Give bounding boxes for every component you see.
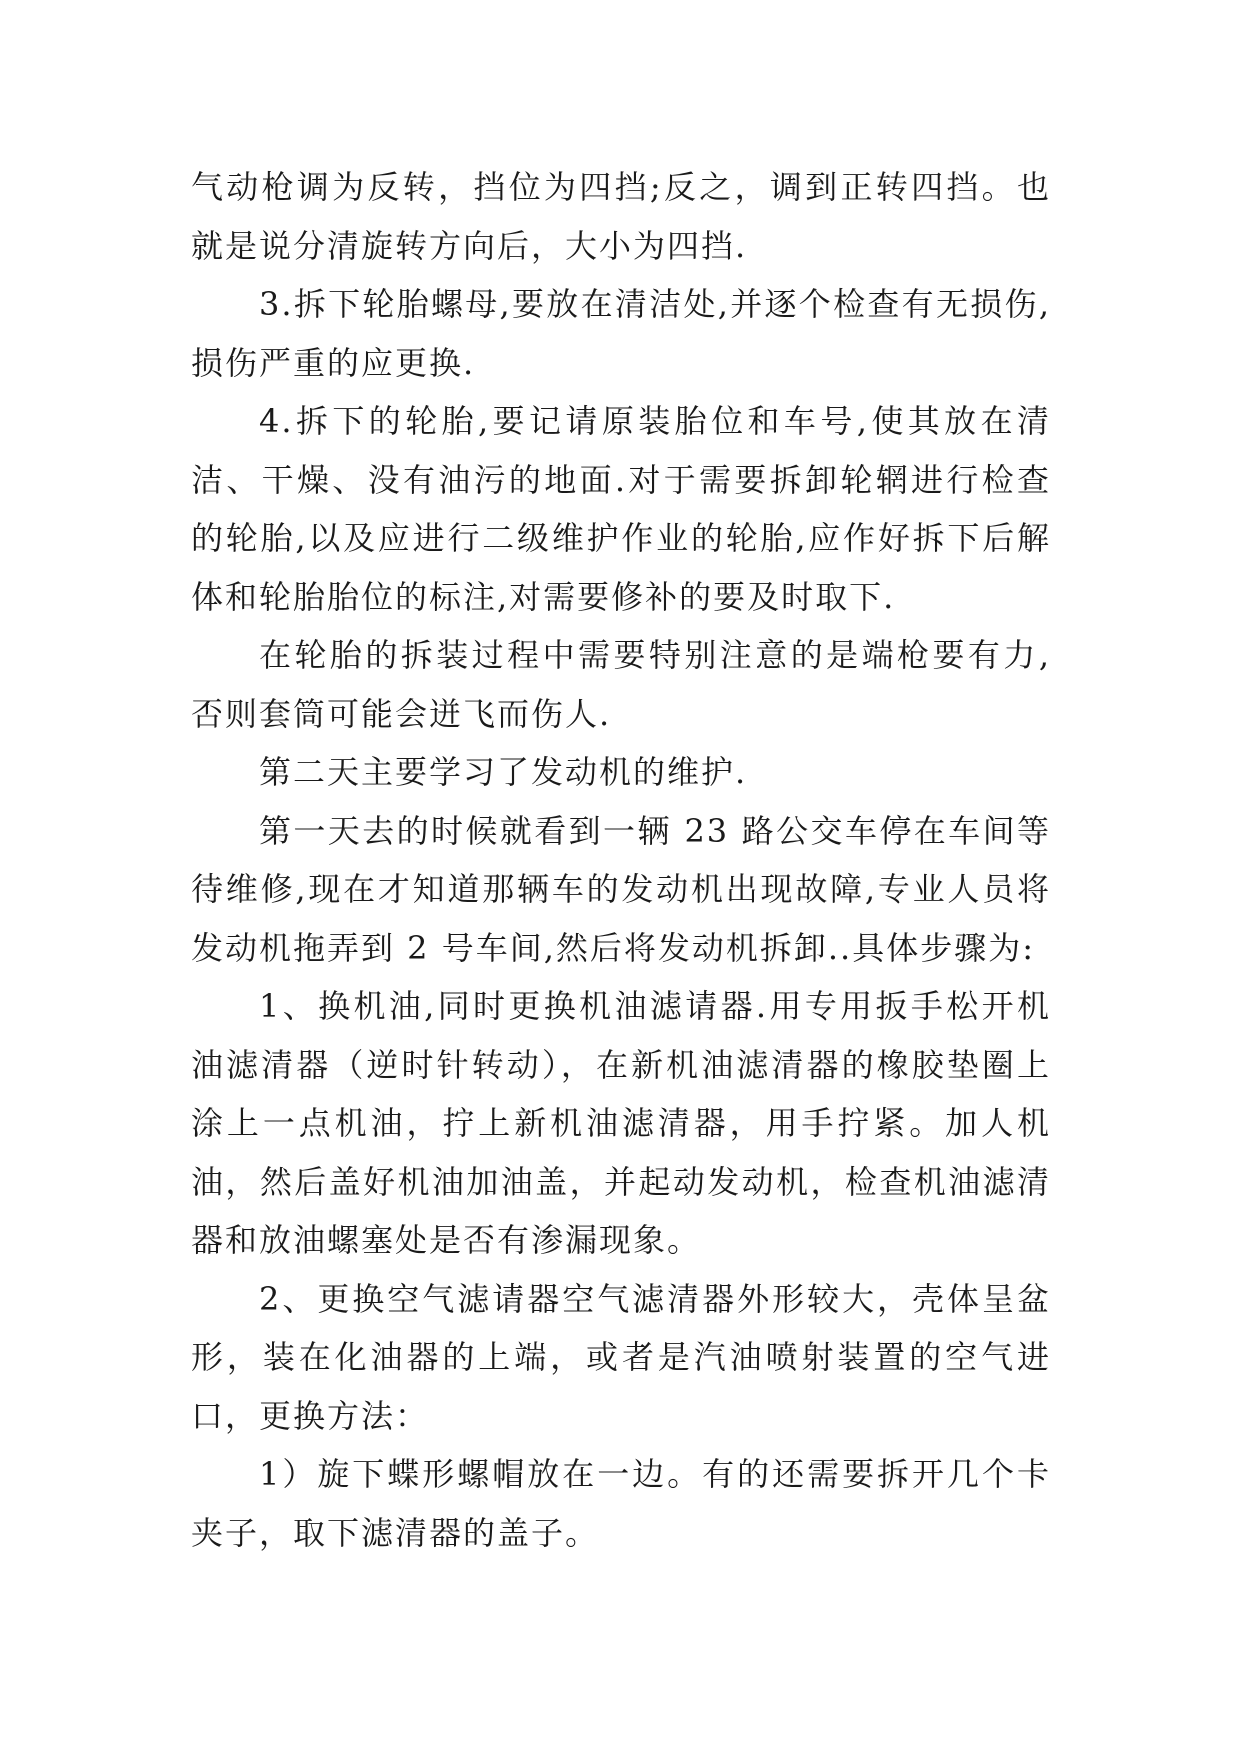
paragraph: 1、换机油,同时更换机油滤请器.用专用扳手松开机油滤清器（逆时针转动），在新机油滤清器的橡胶垫圈上涂上一点机油，拧上新机油滤清器，用手拧紧。加人机油，然后盖好机油加油盖，并起动发动机，检查机油滤清器和放油螺塞处是否有渗漏现象。	[191, 987, 1051, 1259]
paragraph: 第一天去的时候就看到一辆 23 路公交车停在车间等待维修,现在才知道那辆车的发动机出现故障,专业人员将发动机拖弄到 2 号车间,然后将发动机拆卸..具体步骤为:	[191, 811, 1051, 967]
paragraph: 第二天主要学习了发动机的维护.	[259, 753, 748, 791]
paragraph: 1）旋下蝶形螺帽放在一边。有的还需要拆开几个卡夹子，取下滤清器的盖子。	[191, 1455, 1051, 1552]
paragraph: 在轮胎的拆装过程中需要特别注意的是端枪要有力,否则套筒可能会迸飞而伤人.	[191, 636, 1051, 733]
paragraph: 3.拆下轮胎螺母,要放在清洁处,并逐个检查有无损伤,损伤严重的应更换.	[191, 285, 1051, 382]
document-body	[191, 158, 1051, 1562]
paragraph: 气动枪调为反转，挡位为四挡;反之，调到正转四挡。也就是说分清旋转方向后，大小为四挡.	[191, 168, 1051, 265]
paragraph: 2、更换空气滤请器空气滤清器外形较大，壳体呈盆形，装在化油器的上端，或者是汽油喷射装置的空气进口，更换方法：	[191, 1279, 1051, 1435]
paragraph: 4.拆下的轮胎,要记请原装胎位和车号,使其放在清洁、干燥、没有油污的地面.对于需要拆卸轮辋进行检查的轮胎,以及应进行二级维护作业的轮胎,应作好拆下后解体和轮胎胎位的标注,对需要修补的要及时取下.	[191, 402, 1051, 616]
